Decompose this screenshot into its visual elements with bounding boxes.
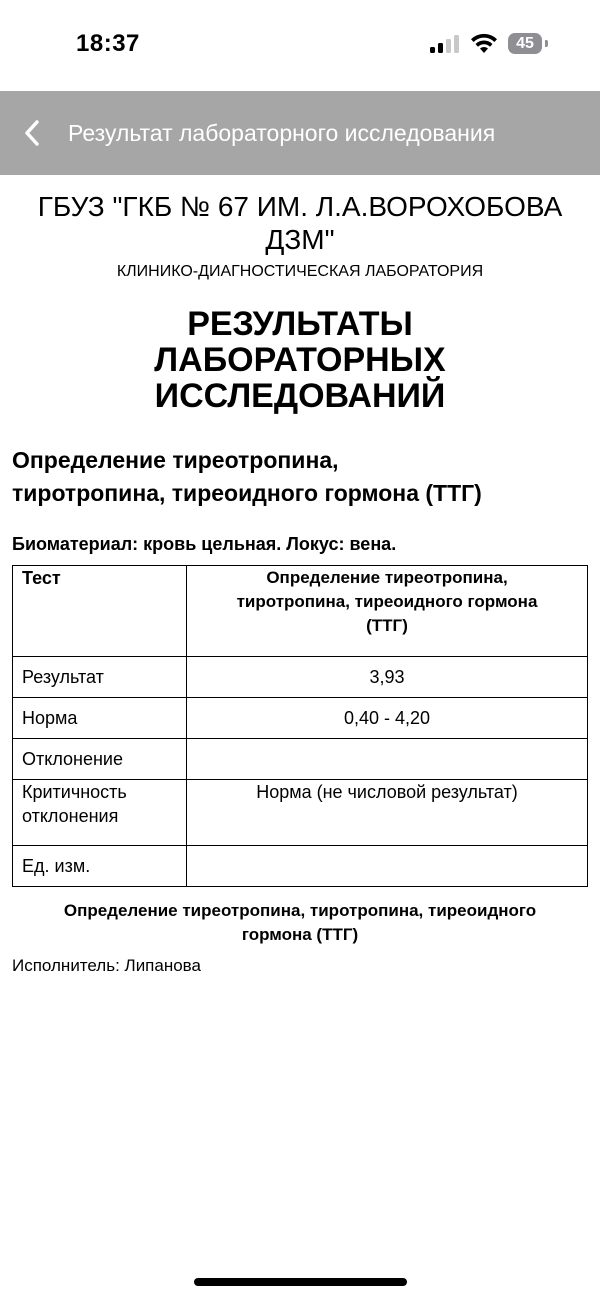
header-value-line-1: Определение тиреотропина, <box>266 568 508 587</box>
row-value-units <box>187 846 588 887</box>
home-indicator[interactable] <box>194 1278 407 1286</box>
results-table <box>12 565 588 887</box>
document-title-line-2: ЛАБОРАТОРНЫХ <box>154 341 446 379</box>
header-value-line-2: тиротропина, тиреоидного гормона <box>236 592 538 611</box>
laboratory-name: КЛИНИКО-ДИАГНОСТИЧЕСКАЯ ЛАБОРАТОРИЯ <box>116 263 484 280</box>
status-time: 18:37 <box>76 30 140 57</box>
footer-line-1: Определение тиреотропина, тиротропина, тиреоидного <box>63 901 537 920</box>
test-name-line-2: тиротропина, тиреоидного гормона (ТТГ) <box>12 480 482 506</box>
battery-nub <box>545 40 548 47</box>
footer-test-name <box>12 899 588 947</box>
table-row <box>13 846 588 887</box>
test-name <box>12 444 592 510</box>
organization-line-1: ГБУЗ "ГКБ № 67 ИМ. Л.А.ВОРОХОБОВА <box>37 191 563 222</box>
organization-name <box>10 190 590 256</box>
document-title-line-3: ИССЛЕДОВАНИЙ <box>154 377 446 415</box>
table-row <box>13 739 588 780</box>
row-value-criticality: Норма (не числовой результат) <box>187 780 588 846</box>
battery-icon: 45 <box>508 33 542 54</box>
chevron-left-icon[interactable] <box>18 117 50 149</box>
biomaterial-info: Биоматериал: кровь цельная. Локус: вена. <box>12 534 397 554</box>
table-row <box>13 657 588 698</box>
table-header-label: Тест <box>13 566 187 657</box>
test-name-line-1: Определение тиреотропина, <box>12 447 339 473</box>
document-title-line-1: РЕЗУЛЬТАТЫ <box>187 305 413 343</box>
row-label-criticality <box>13 780 187 846</box>
table-row <box>13 780 588 846</box>
row-label-deviation: Отклонение <box>13 739 187 780</box>
table-header-value <box>187 566 588 657</box>
footer-line-2: гормона (ТТГ) <box>241 925 359 944</box>
status-bar <box>0 0 600 90</box>
page-title: Результат лабораторного исследования <box>68 120 496 146</box>
wifi-icon <box>470 32 498 54</box>
document-title <box>80 306 520 414</box>
table-header-row <box>13 566 588 657</box>
criticality-label-line-1: Критичность <box>22 782 127 802</box>
row-value-norm: 0,40 - 4,20 <box>187 698 588 739</box>
cellular-signal-icon <box>430 35 462 53</box>
organization-line-2: ДЗМ" <box>265 224 335 255</box>
criticality-label-line-2: отклонения <box>22 806 119 826</box>
executor-label: Исполнитель: <box>12 956 120 975</box>
row-label-units: Ед. изм. <box>13 846 187 887</box>
header-value-line-3: (ТТГ) <box>366 616 408 635</box>
row-value-deviation <box>187 739 588 780</box>
executor-name: Липанова <box>124 956 201 975</box>
executor <box>12 956 201 976</box>
nav-header <box>0 91 600 175</box>
table-row <box>13 698 588 739</box>
row-value-result: 3,93 <box>187 657 588 698</box>
row-label-norm: Норма <box>13 698 187 739</box>
row-label-result: Результат <box>13 657 187 698</box>
